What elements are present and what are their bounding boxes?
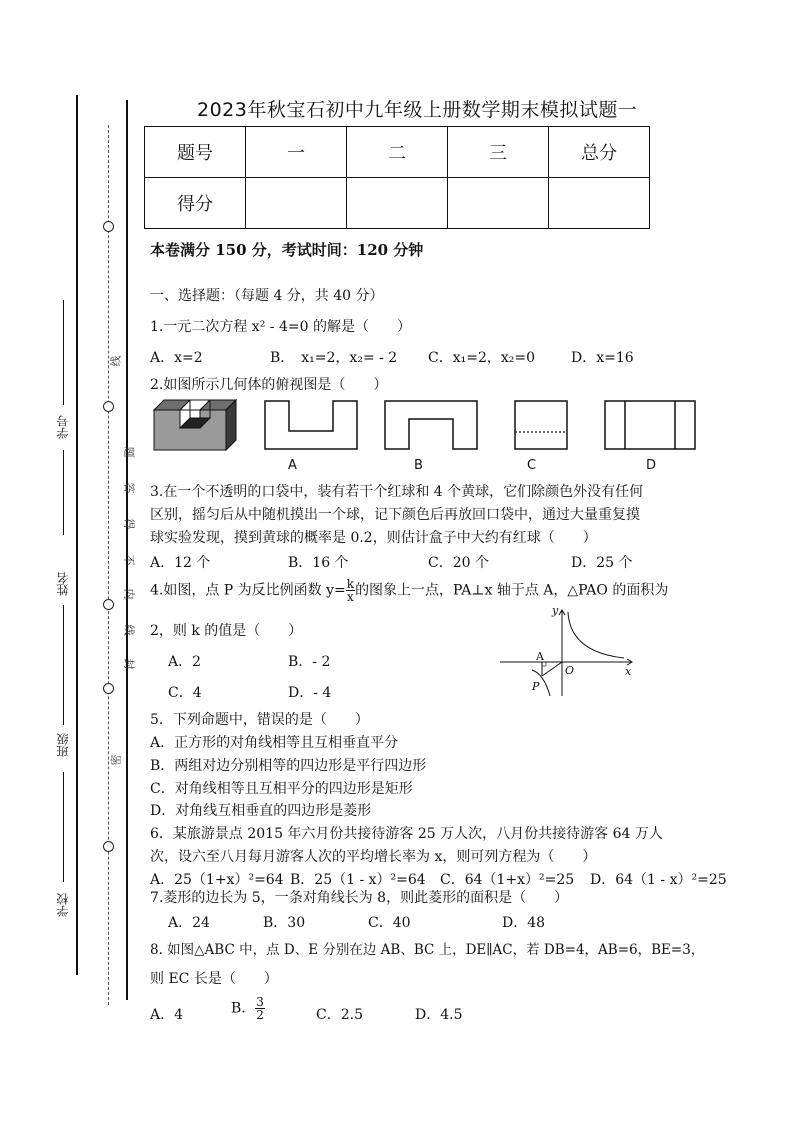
q7-option-b[interactable]: B．30 xyxy=(263,915,306,931)
binding-hole xyxy=(103,221,114,232)
q7-option-c[interactable]: C．40 xyxy=(368,915,411,931)
q4-axis-y-label: y xyxy=(552,604,559,617)
margin-line-inner xyxy=(126,100,128,1000)
section-heading-choice: 一、选择题：（每题 4 分，共 40 分） xyxy=(150,288,384,304)
q3-line-2: 区别，摇匀后从中随机摸出一个球，记下颜色后再放回口袋中，通过大量重复摸 xyxy=(150,507,640,523)
binding-hole xyxy=(103,599,114,610)
score-cell[interactable] xyxy=(448,178,549,229)
exam-info: 本卷满分 150 分，考试时间：120 分钟 xyxy=(150,241,424,259)
q1-option-a[interactable]: A．x=2 xyxy=(150,350,203,366)
q2-option-c-figure[interactable] xyxy=(513,399,569,451)
q2-label-d: D xyxy=(646,458,657,473)
field-label-class: 班级 xyxy=(56,733,70,757)
q5-option-a[interactable]: A．正方形的对角线相等且互相垂直平分 xyxy=(150,735,399,751)
score-cell[interactable] xyxy=(549,178,650,229)
q3-option-c[interactable]: C．20 个 xyxy=(428,555,489,571)
binding-hole xyxy=(103,841,114,852)
q3-line-1: 3.在一个不透明的口袋中，装有若干个红球和 4 个黄球，它们除颜色外没有任何 xyxy=(150,484,644,500)
q4-axis-x-label: x xyxy=(625,665,632,678)
q4-option-b[interactable]: B．- 2 xyxy=(288,654,331,670)
q4-graph xyxy=(496,604,638,700)
q2-option-d-figure[interactable] xyxy=(603,399,697,451)
q2-option-b-figure[interactable] xyxy=(383,399,479,451)
class-blank[interactable] xyxy=(63,772,64,882)
q3-option-a[interactable]: A．12 个 xyxy=(150,555,211,571)
q6-line-1: 6．某旅游景点 2015 年六月份共接待游客 25 万人次，八月份共接待游客 64 万人 xyxy=(150,826,663,842)
q6-option-b[interactable]: B．25（1 - x）²=64 xyxy=(290,872,426,888)
q5-option-d[interactable]: D．对角线互相垂直的四边形是菱形 xyxy=(150,803,372,819)
seal-char: 题 xyxy=(122,446,136,458)
q8-option-b-label: B． xyxy=(231,1000,256,1017)
score-table xyxy=(144,126,650,229)
q8-frac-num: 3 xyxy=(256,995,264,1009)
q7-stem: 7.菱形的边长为 5，一条对角线长为 8，则此菱形的面积是（ ） xyxy=(150,890,569,906)
q2-stem: 2.如图所示几何体的俯视图是（ ） xyxy=(150,377,388,393)
q4-option-c[interactable]: C．4 xyxy=(168,685,202,701)
seal-char: 密 xyxy=(109,754,123,766)
q8-option-b-fraction xyxy=(255,996,265,1021)
field-label-school: 学校 xyxy=(56,893,70,917)
q8-option-d[interactable]: D．4.5 xyxy=(415,1007,463,1023)
margin-line-outer xyxy=(76,95,78,975)
seal-char: 线 xyxy=(122,624,136,636)
binding-hole xyxy=(103,401,114,412)
score-table-header-row xyxy=(145,127,650,178)
q3-line-3: 球实验发现，摸到黄球的概率是 0.2，则估计盒子中大约有红球（ ） xyxy=(150,530,597,546)
score-header-cell: 总分 xyxy=(549,127,650,178)
seal-char: 不 xyxy=(122,554,136,566)
q6-option-c[interactable]: C．64（1+x）²=25 xyxy=(440,872,575,888)
binding-hole xyxy=(103,683,114,694)
q4-frac-den: x xyxy=(347,590,354,604)
q1-option-c[interactable]: C．x₁=2，x₂=0 xyxy=(428,350,536,366)
score-header-cell: 三 xyxy=(448,127,549,178)
score-header-cell: 二 xyxy=(347,127,448,178)
seal-char: 线 xyxy=(109,355,123,367)
q4-point-a-label: A xyxy=(536,650,544,663)
score-cell[interactable] xyxy=(246,178,347,229)
q2-label-a: A xyxy=(288,458,297,473)
q4-option-a[interactable]: A．2 xyxy=(168,654,202,670)
seal-char: 答 xyxy=(122,482,136,494)
q1-option-b[interactable]: B． x₁=2，x₂= - 2 xyxy=(270,350,398,366)
score-cell[interactable] xyxy=(347,178,448,229)
q4-frac-num: k xyxy=(346,577,355,591)
q4-stem-b: 的图象上一点，PA⊥x 轴于点 A，△PAO 的面积为 xyxy=(355,582,669,599)
q4-fraction xyxy=(346,578,355,603)
q8-line-2: 则 EC 长是（ ） xyxy=(150,971,278,987)
id-blank-lower[interactable] xyxy=(63,450,64,535)
q2-solid-figure xyxy=(150,396,240,454)
seal-char: 得 xyxy=(122,518,136,530)
q7-option-d[interactable]: D．48 xyxy=(502,915,546,931)
q5-option-b[interactable]: B．两组对边分别相等的四边形是平行四边形 xyxy=(150,758,427,774)
q4-stem-c: 2，则 k 的值是（ ） xyxy=(150,623,303,639)
q1-option-d[interactable]: D．x=16 xyxy=(571,350,634,366)
q6-option-d[interactable]: D．64（1 - x）²=25 xyxy=(590,872,727,888)
field-label-name: 姓名 xyxy=(56,572,70,596)
q4-stem-a: 4.如图，点 P 为反比例函数 y= xyxy=(150,582,346,599)
q7-option-a[interactable]: A．24 xyxy=(168,915,210,931)
q1-stem: 1.一元二次方程 x² - 4=0 的解是（ ） xyxy=(150,319,411,335)
q5-option-c[interactable]: C．对角线相等且互相平分的四边形是矩形 xyxy=(150,781,413,797)
score-header-cell: 一 xyxy=(246,127,347,178)
seal-char: 封 xyxy=(122,658,136,670)
field-label-id: 学号 xyxy=(56,415,70,439)
q6-option-a[interactable]: A．25（1+x）²=64 xyxy=(150,872,284,888)
score-table-score-row xyxy=(145,178,650,229)
seal-char: 内 xyxy=(122,588,136,600)
q8-line-1: 8. 如图△ABC 中，点 D、E 分别在边 AB、BC 上，DE∥AC，若 DB=4，AB=6，BE=3， xyxy=(150,942,705,958)
q4-stem xyxy=(150,578,668,603)
q2-option-a-figure[interactable] xyxy=(263,399,359,451)
q6-line-2: 次，设六至八月每月游客人次的平均增长率为 x，则可列方程为（ ） xyxy=(150,849,597,865)
id-blank[interactable] xyxy=(63,300,64,405)
exam-title: 2023年秋宝石初中九年级上册数学期末模拟试题一 xyxy=(197,99,638,121)
q3-option-d[interactable]: D．25 个 xyxy=(571,555,633,571)
name-blank[interactable] xyxy=(63,605,64,725)
q2-label-c: C xyxy=(527,458,537,473)
q2-label-b: B xyxy=(414,458,423,473)
q8-option-a[interactable]: A．4 xyxy=(150,1007,184,1023)
score-row-label: 得分 xyxy=(145,178,246,229)
q8-option-c[interactable]: C．2.5 xyxy=(316,1007,363,1023)
q4-origin-label: O xyxy=(565,664,575,677)
q4-point-p-label: P xyxy=(532,680,540,693)
q5-stem: 5．下列命题中，错误的是（ ） xyxy=(150,712,369,728)
q3-option-b[interactable]: B．16 个 xyxy=(288,555,349,571)
q8-option-b[interactable] xyxy=(231,996,265,1021)
score-header-cell: 题号 xyxy=(145,127,246,178)
q8-frac-den: 2 xyxy=(256,1008,264,1022)
binding-dashed-line xyxy=(108,125,109,1005)
q4-option-d[interactable]: D．- 4 xyxy=(288,685,332,701)
